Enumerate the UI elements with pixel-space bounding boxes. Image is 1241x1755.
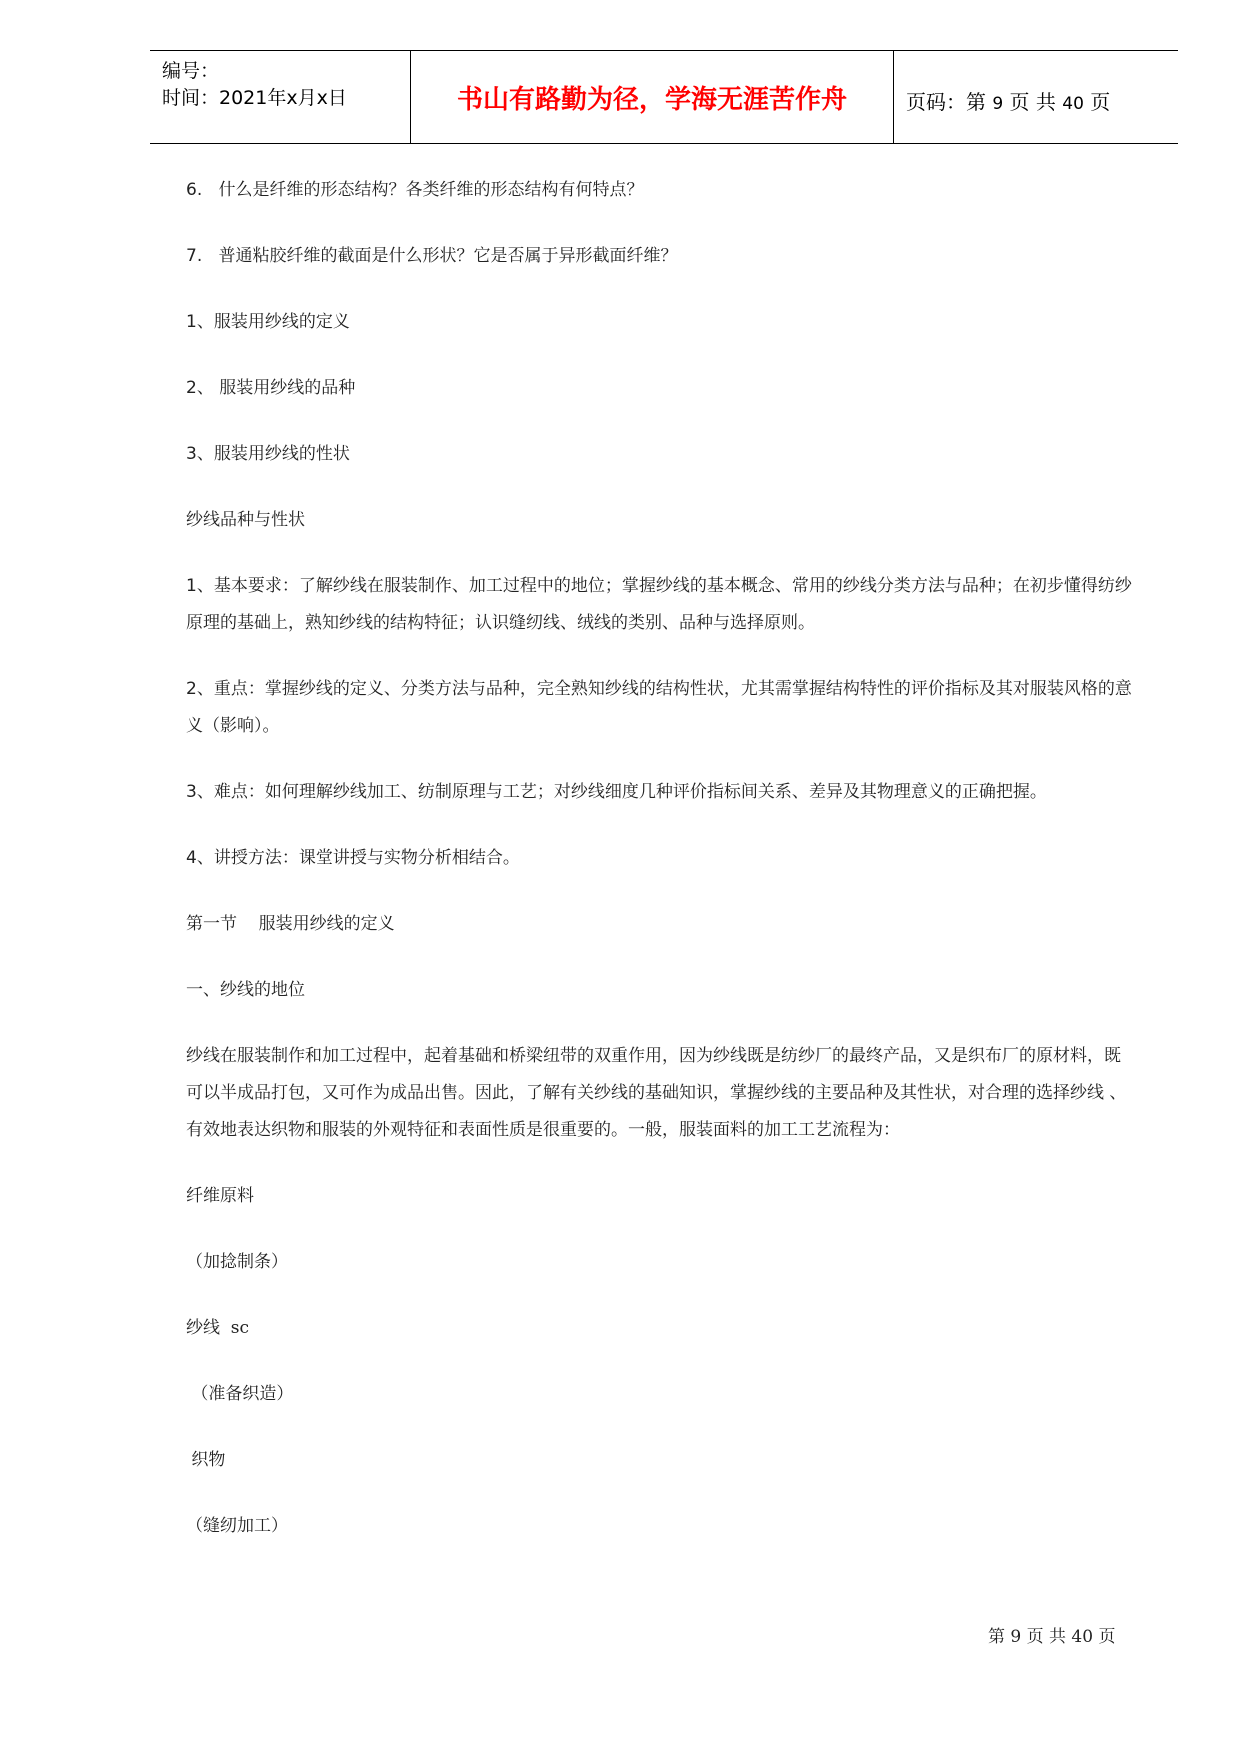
- flow-step-weaving-prep: （准备织造）: [186, 1384, 294, 1404]
- section-title: 纱线品种与性状: [186, 510, 305, 530]
- item-text: 、服装用纱线的定义: [196, 312, 350, 332]
- item-number: 2: [186, 679, 197, 699]
- item-text: 什么是纤维的形态结构？各类纤维的形态结构有何特点？: [218, 180, 644, 200]
- question-6: [186, 172, 1136, 209]
- page-footer: 第 9 页 共 40 页: [988, 1627, 1116, 1647]
- page-code-suffix: 页: [1090, 90, 1111, 114]
- item-number: 3: [186, 782, 197, 802]
- item-number: 1: [186, 312, 197, 332]
- key-points: [186, 671, 1136, 745]
- outline-item-1: [186, 304, 1136, 341]
- item-text: 、基本要求：了解纱线在服装制作、加工过程中的地位；掌握纱线的基本概念、常用的纱线分类方法与品种；在初步懂得纺纱原理的基础上，熟知纱线的结构特征；认识缝纫线、绒线的类别、品种与选择原则。: [186, 576, 1132, 633]
- item-number: 1: [186, 576, 197, 596]
- body-paragraph: 纱线在服装制作和加工过程中，起着基础和桥梁纽带的双重作用，因为纱线既是纺纱厂的最终产品，又是织布厂的原材料，既可以半成品打包，又可作为成品出售。因此，了解有关纱线的基础知识，掌握纱线的主要品种及其性状，对合理的选择纱线 、有效地表达织物和服装的外观特征和表面性质是很重要的。一般，服装面料的加工工艺流程为：: [186, 1046, 1127, 1140]
- item-text: 、 服装用纱线的品种: [196, 378, 356, 398]
- item-text: 、服装用纱线的性状: [196, 444, 350, 464]
- page-header: [150, 50, 1178, 144]
- document-time-label: 时间：2021年x月x日: [162, 87, 347, 109]
- flow-step-fiber: 纤维原料: [186, 1186, 254, 1206]
- chapter-heading: 第一节 服装用纱线的定义: [186, 914, 395, 934]
- teaching-method: [186, 840, 1136, 877]
- outline-item-3: [186, 436, 1136, 473]
- item-number: 4: [186, 848, 197, 868]
- page-code-mid: 页 共: [1009, 90, 1056, 114]
- item-number: 6.: [186, 180, 203, 200]
- header-info-cell: [150, 51, 410, 143]
- item-number: 3: [186, 444, 197, 464]
- item-text: 、难点：如何理解纱线加工、纺制原理与工艺；对纱线细度几种评价指标间关系、差异及其物理意义的正确把握。: [196, 782, 1047, 802]
- item-text: 、重点：掌握纱线的定义、分类方法与品种，完全熟知纱线的结构性状，尤其需掌握结构特性的评价指标及其对服装风格的意义（影响）。: [186, 679, 1132, 736]
- outline-item-2: [186, 370, 1136, 407]
- item-text: 普通粘胶纤维的截面是什么形状？它是否属于异形截面纤维？: [218, 246, 678, 266]
- flow-step-sewing: （缝纫加工）: [186, 1516, 288, 1536]
- header-page-cell: [894, 51, 1178, 143]
- page-code-prefix: 页码：第: [906, 90, 986, 114]
- header-motto-cell: [410, 51, 894, 143]
- item-number: 7.: [186, 246, 203, 266]
- difficult-points: [186, 774, 1136, 811]
- flow-step-fabric: 织物: [186, 1450, 226, 1470]
- flow-step-twisting: （加捻制条）: [186, 1252, 288, 1272]
- basic-requirements: [186, 568, 1136, 642]
- page-code-total: 40: [1062, 94, 1084, 114]
- subsection-heading: 一、纱线的地位: [186, 980, 305, 1000]
- header-page-code: [906, 86, 1110, 115]
- flow-step-yarn: 纱线 sc: [186, 1318, 250, 1338]
- item-text: 、讲授方法：课堂讲授与实物分析相结合。: [196, 848, 520, 868]
- document-number-label: 编号：: [162, 60, 220, 82]
- page-code-current: 9: [992, 94, 1004, 114]
- question-7: [186, 238, 1136, 275]
- header-motto: 书山有路勤为径，学海无涯苦作舟: [456, 85, 847, 115]
- item-number: 2: [186, 378, 197, 398]
